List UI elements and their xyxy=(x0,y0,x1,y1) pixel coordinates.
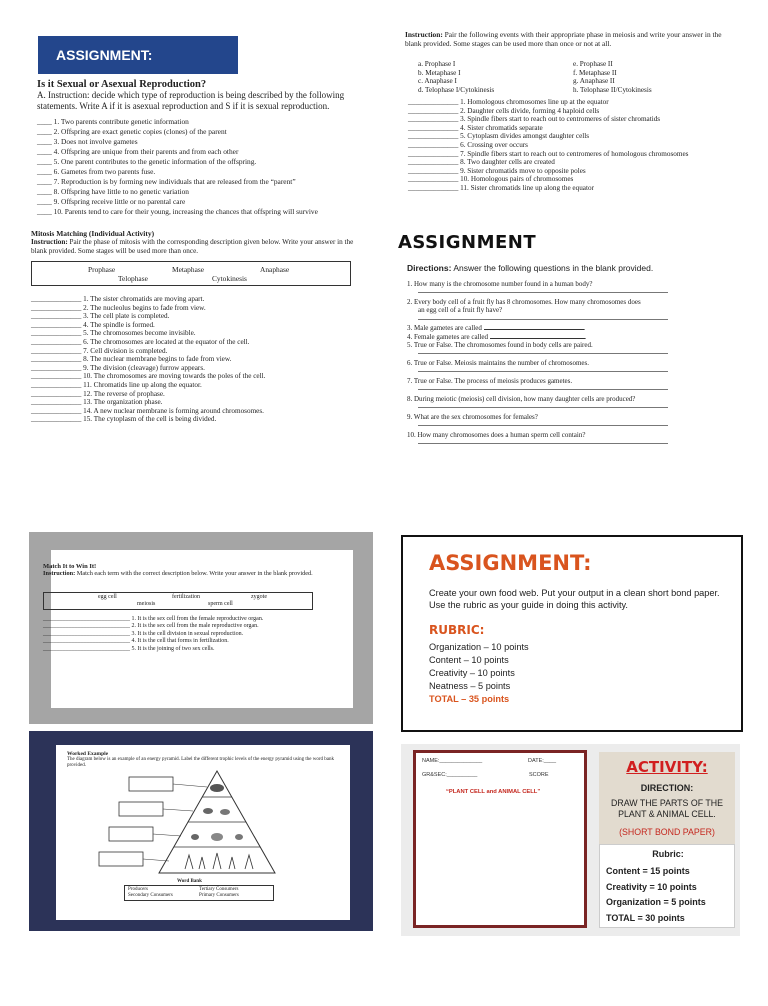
direction-heading: DIRECTION: xyxy=(640,783,694,793)
fox-icon xyxy=(203,808,213,814)
question-item: 2. Every body cell of a fruit fly has 8 chromosomes. How many chromosomes does an egg cell of a fruit fly have? xyxy=(407,298,732,320)
list-item: ______________ 2. The nucleolus begins to fade from view. xyxy=(31,303,206,312)
rubric-list xyxy=(606,864,706,926)
list-item: ______________ 12. The reverse of prophase. xyxy=(31,389,165,398)
directions-text: Directions: Answer the following questions in the blank provided. xyxy=(407,263,654,273)
answer-line xyxy=(418,292,668,293)
question-item: 8. During meiotic (meiosis) cell division, how many daughter cells are produced? xyxy=(407,395,732,408)
rubric-row: Organization = 5 points xyxy=(606,897,706,907)
list-item: ____ 8. Offspring have little to no genetic variation xyxy=(37,187,189,196)
phase-box xyxy=(31,261,351,286)
term: zygote xyxy=(251,594,267,600)
pointer-line xyxy=(163,809,193,811)
panel-chromosome-questions xyxy=(398,230,738,439)
phase-term: Cytokinesis xyxy=(212,274,247,283)
word-bank-title: Word Bank xyxy=(177,879,202,884)
list-item: ______________ 11. Chromatids line up along the equator. xyxy=(31,380,202,389)
score-label: SCORE xyxy=(529,772,549,778)
item-list xyxy=(43,616,328,653)
rubric-row: Content = 15 points xyxy=(606,866,690,876)
word-bank-term: Primary Consumers xyxy=(199,893,239,898)
question-item: 10. How many chromosomes does a human sperm cell contain? xyxy=(407,431,732,444)
panel-title: Worked Example xyxy=(67,751,109,757)
paper-note: (SHORT BOND PAPER) xyxy=(619,827,715,837)
phase-term: Telophase xyxy=(118,274,148,283)
list-item: ______________ 6. The chromosomes are located at the equator of the cell. xyxy=(31,337,250,346)
list-item: ______________ 10. The chromosomes are moving towards the poles of the cell. xyxy=(31,372,266,381)
question-item: 5. True or False. The chromosomes found in body cells are paired. xyxy=(407,341,732,354)
answer-sheet xyxy=(413,750,587,928)
answer-line xyxy=(418,319,668,320)
panel-title: ASSIGNMENT xyxy=(398,232,537,253)
list-item: _____________________________ 3. It is the cell division in sexual reproduction. xyxy=(43,630,244,637)
question-item: 7. True or False. The process of meiosis produces gametes. xyxy=(407,377,732,390)
word-bank-term: Secondary Consumers xyxy=(128,893,173,898)
question-item: 1. How many is the chromosome number found in a human body? xyxy=(407,280,732,293)
list-item: ______________ 10. Homologous pairs of chromosomes xyxy=(408,175,574,184)
snake-icon xyxy=(220,809,230,815)
answer-line xyxy=(418,443,668,444)
list-item: ______________ 9. The division (cleavage) furrow appears. xyxy=(31,363,205,372)
list-item: ______________ 5. Cytoplasm divides amongst daughter cells xyxy=(408,132,590,141)
activity-title: ACTIVITY: xyxy=(626,758,708,776)
answer-line xyxy=(484,329,584,330)
question-item: 3. Male gametes are called . xyxy=(407,324,586,333)
list-item: ______________ 7. Spindle fibers start to reach out to centromeres of homologous chromosomes xyxy=(408,149,689,158)
panel-cell-activity xyxy=(401,744,740,936)
choice-item: f. Metaphase II xyxy=(573,68,617,77)
rubric-list xyxy=(429,641,529,706)
panel-sexual-asexual xyxy=(28,28,372,218)
choice-item: e. Prophase II xyxy=(573,60,613,68)
question-item: 9. What are the sex chromosomes for females? xyxy=(407,413,732,426)
choice-item: a. Prophase I xyxy=(418,60,456,68)
phase-term: Anaphase xyxy=(260,265,290,274)
energy-pyramid-diagram xyxy=(89,769,319,877)
activity-card xyxy=(599,752,735,844)
name-field: NAME:______________ xyxy=(422,758,483,764)
list-item: ____ 3. Does not involve gametes xyxy=(37,137,138,146)
panel-mitosis-matching xyxy=(28,227,372,427)
list-item: ______________ 7. Cell division is completed. xyxy=(31,346,168,355)
list-item: ____ 9. Offspring receive little or no parental care xyxy=(37,197,186,206)
answer-line xyxy=(418,407,668,408)
list-item: ______________ 13. The organization phase. xyxy=(31,398,163,407)
answer-line xyxy=(490,338,585,339)
grsec-field: GR&SEC:__________ xyxy=(422,772,478,778)
answer-line xyxy=(418,353,668,354)
list-item: _____________________________ 5. It is the joining of two sex cells. xyxy=(43,645,215,652)
list-item: ____ 7. Reproduction is by forming new individuals that are released from the “parent” xyxy=(37,177,296,186)
rubric-row: Creativity – 10 points xyxy=(429,668,515,678)
instruction-text: Instruction: Match each term with the correct description below. Write your answer in the blank provided. xyxy=(43,570,313,577)
list-item: ______________ 4. Sister chromatids separate xyxy=(408,123,543,132)
phase-term: Prophase xyxy=(88,265,116,274)
panel-title: Is it Sexual or Asexual Reproduction? xyxy=(37,79,207,90)
panel-meiosis-pairing xyxy=(405,30,735,210)
term: fertilization xyxy=(172,594,200,600)
pointer-line xyxy=(153,834,181,836)
instruction-text: A. Instruction: decide which type of reproduction is being described by the following statements. Write A if it is asexual reproduction and S if it is sexual reproduction. xyxy=(37,90,345,111)
rubric-card xyxy=(599,844,735,928)
question-list xyxy=(407,280,732,448)
rubric-total: TOTAL – 35 points xyxy=(429,694,510,704)
instruction-text: Instruction: Pair the phase of mitosis with the corresponding description given below. Write your answer in the blank provided. Some stages will be used more than once. xyxy=(31,238,354,255)
choice-item: c. Anaphase I xyxy=(418,77,457,86)
cow-icon xyxy=(211,833,223,841)
label-box xyxy=(109,827,153,841)
list-item: ____ 6. Gametes from two parents fuse. xyxy=(37,167,156,176)
list-item: ______________ 1. The sister chromatids are moving apart. xyxy=(31,295,205,303)
list-item: ______________ 4. The spindle is formed. xyxy=(31,320,155,329)
label-box xyxy=(99,852,143,866)
item-list xyxy=(31,295,366,424)
question-item: 6. True or False. Meiosis maintains the number of chromosomes. xyxy=(407,359,732,372)
deer-icon xyxy=(235,834,243,840)
rubric-row: Creativity = 10 points xyxy=(606,881,697,892)
date-field: DATE:____ xyxy=(528,758,557,764)
choice-list xyxy=(418,60,718,94)
list-item: ______________ 8. Two daughter cells are created xyxy=(408,158,555,167)
list-item: ____ 10. Parents tend to care for their young, increasing the chances that offspring will survive xyxy=(37,207,318,216)
list-item: ______________ 3. The cell plate is completed. xyxy=(31,312,170,321)
phase-term: Metaphase xyxy=(172,265,205,274)
rubric-heading: Rubric: xyxy=(652,849,684,859)
instruction-text: Instruction: Pair the following events with their appropriate phase in meiosis and write your answer in the blank provided. Some stages can be used more than once or not at all. xyxy=(405,30,722,48)
term: meiosis xyxy=(137,601,156,607)
list-item: ____ 1. Two parents contribute genetic information xyxy=(37,117,189,126)
description-text: Create your own food web. Put your output in a clean short bond paper. Use the rubric as your guide in doing this activity. xyxy=(429,588,720,610)
pointer-line xyxy=(143,859,169,861)
list-item: ______________ 1. Homologous chromosomes line up at the equator xyxy=(408,98,609,106)
list-item: ____ 2. Offspring are exact genetic copies (clones) of the parent xyxy=(37,127,227,136)
panel-energy-pyramid xyxy=(29,731,373,931)
rubric-row: Content – 10 points xyxy=(429,655,509,665)
list-item: ______________ 14. A new nuclear membrane is forming around chromosomes. xyxy=(31,406,264,415)
instruction-text: The diagram below is an example of an energy pyramid. Label the different trophic levels of the energy pyramid using the word bank provided. xyxy=(67,757,334,768)
rubric-row: Organization – 10 points xyxy=(429,642,529,652)
panel-food-web-assignment xyxy=(401,535,743,732)
term: egg cell xyxy=(98,594,117,600)
word-bank-term: Tertiary Consumers xyxy=(199,887,239,892)
answer-line xyxy=(418,389,668,390)
question-item: 4. Female gametes are called . xyxy=(407,332,587,341)
term: sperm cell xyxy=(208,601,233,607)
list-item: ______________ 5. The chromosomes become invisible. xyxy=(31,329,196,338)
list-item: ______________ 3. Spindle fibers start to reach out to centromeres of sister chromatids xyxy=(408,115,661,124)
bear-icon xyxy=(210,784,224,792)
panel-title: Match It to Win It! xyxy=(43,563,97,570)
list-item: ______________ 2. Daughter cells divide, forming 4 haploid cells xyxy=(408,106,600,115)
direction-text: DRAW THE PARTS OF THE PLANT & ANIMAL CELL. xyxy=(611,798,723,819)
list-item: ______________ 11. Sister chromatids line up along the equator xyxy=(408,183,594,192)
list-item: ______________ 9. Sister chromatids move to opposite poles xyxy=(408,166,586,175)
pointer-line xyxy=(173,784,207,787)
list-item: _____________________________ 4. It is the cell that forms in fertilization. xyxy=(43,638,229,645)
choice-item: h. Telophase II/Cytokinesis xyxy=(573,85,652,94)
panel-title: Mitosis Matching (Individual Activity) xyxy=(31,229,155,238)
list-item: ____ 5. One parent contributes to the genetic information of the offspring. xyxy=(37,157,257,166)
rubric-row: TOTAL = 30 points xyxy=(606,912,685,923)
rubric-heading: RUBRIC: xyxy=(429,623,485,637)
choice-item: d. Telophase I/Cytokinesis xyxy=(418,85,495,94)
list-item: ______________ 15. The cytoplasm of the cell is being divided. xyxy=(31,415,217,424)
choice-item: b. Metaphase I xyxy=(418,68,461,77)
list-item: _____________________________ 1. It is the sex cell from the female reproductive organ. xyxy=(43,616,264,622)
list-item: ______________ 6. Crossing over occurs xyxy=(408,140,528,149)
rabbit-icon xyxy=(191,834,199,840)
word-bank xyxy=(124,885,274,901)
sheet-title: “PLANT CELL and ANIMAL CELL” xyxy=(446,789,541,795)
list-item: _____________________________ 2. It is the sex cell from the male reproductive organ. xyxy=(43,623,259,630)
panel-match-it-to-win-it xyxy=(29,532,373,724)
assignment-banner: ASSIGNMENT: xyxy=(38,36,238,74)
label-box xyxy=(129,777,173,791)
list-item: ____ 4. Offspring are unique from their parents and from each other xyxy=(37,147,239,156)
word-bank-term: Producers xyxy=(128,887,148,892)
list-item: ______________ 8. The nuclear membrane begins to fade from view. xyxy=(31,355,232,364)
answer-line xyxy=(418,371,668,372)
item-list xyxy=(37,117,372,217)
panel-title: ASSIGNMENT: xyxy=(429,551,592,575)
choice-item: g. Anaphase II xyxy=(573,77,615,86)
answer-line xyxy=(418,425,668,426)
term-box xyxy=(43,592,313,610)
label-box xyxy=(119,802,163,816)
rubric-row: Neatness – 5 points xyxy=(429,681,511,691)
item-list xyxy=(408,98,735,193)
